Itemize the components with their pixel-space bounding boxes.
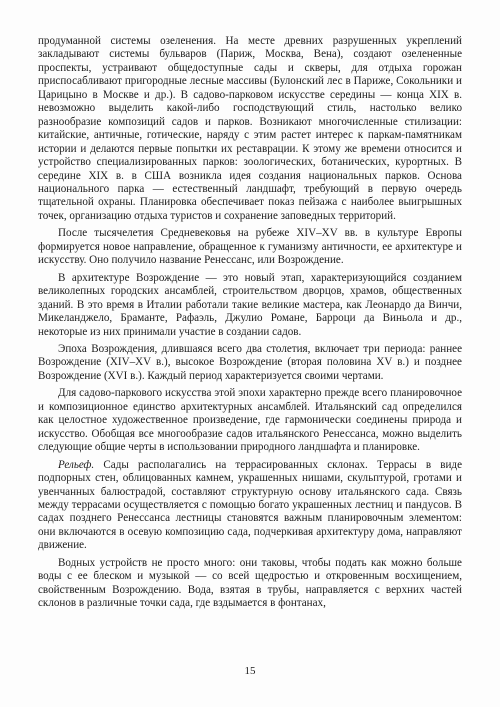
paragraph-text: Водных устройств не просто много: они таковы, чтобы подать как можно больше воды с ее блеском и музыкой — со всей щедростью и откровенным восхищением, свойственным Возрождению. Вода, взятая в трубы, направляется с верхних частей склонов в различные точки сада, где вздымается в фонтанах, (38, 556, 462, 610)
paragraph (38, 343, 462, 383)
page-body (38, 35, 462, 615)
paragraph-text: В архитектуре Возрождение — это новый этап, характеризующийся созданием великолепных городских ансамблей, строительством дворцов, храмов, общественных зданий. В это время в Италии работали такие великие мастера, как Леонардо да Винчи, Микеланджело, Браманте, Рафаэль, Джулио Романе, Барроци да Виньола и др., некоторые из них принимали участие в создании садов. (38, 271, 462, 338)
paragraph-text: Сады располагались на террасированных склонах. Террасы в виде подпорных стен, облицованных камнем, украшенных нишами, скульптурой, гротами и увенчанных балюстрадой, составляют структурную основу итальянского сада. Связь между террасами осуществляется с помощью богато украшенных лестниц и пандусов. В садах позднего Ренессанса лестницы становятся важным планировочным элементом: они включаются в осевую композицию сада, подчеркивая архитектуру дома, направляют движение. (38, 458, 462, 552)
paragraph-text: После тысячелетия Средневековья на рубеже XIV–XV вв. в культуре Европы формируется новое направление, обращенное к гуманизму античности, ее архитектуре и искусству. Оно получило название Ренессанс, или Возрождение. (38, 227, 462, 267)
paragraph (38, 35, 462, 223)
paragraph-text: продуманной системы озеленения. На месте древних разрушенных укреплений закладывают системы бульваров (Париж, Москва, Вена), создают озелененные проспекты, устраивают общедоступные сады и скверы, для отдыха горожан приспосабливают пригородные лесные массивы (Булонский лес в Париже, Сокольники и Царицыно в Москве и др.). В садово-парковом искусстве середины — конца XIX в. невозможно выделить какой-либо господствующий стиль, настолько велико разнообразие композиций садов и парков. Возникают многочисленные стилизации: китайские, античные, готические, наряду с этим растет интерес к паркам-памятникам истории и делаются первые попытки их реставрации. К этому же времени относится и устройство специализированных парков: зоологических, ботанических, курортных. В середине XIX в. в США возникла идея создания национальных парков. Основа национального парка — естественный ландшафт, требующий в первую очередь тщательной охраны. Планировка обеспечивает показ пейзажа с наиболее выигрышных точек, организацию отдыха туристов и сохранение заповедных территорий. (38, 35, 462, 222)
paragraph (38, 557, 462, 611)
page-number: 15 (244, 665, 256, 677)
paragraph (38, 272, 462, 339)
paragraph (38, 459, 462, 553)
paragraph-text: Эпоха Возрождения, длившаяся всего два столетия, включает три периода: раннее Возрождение (XIV–XV в.), высокое Возрождение (вторая половина XV в.) и позднее Возрождение (XVI в.). Каждый период характеризуется своими чертами. (38, 342, 462, 382)
paragraph (38, 227, 462, 267)
paragraph-text: Для садово-паркового искусства этой эпохи характерно прежде всего планировочное и композиционное единство архитектурных ансамблей. Итальянский сад определился как целостное художественное произведение, где гармонически соединены природа и искусство. Обобщая все многообразие садов итальянского Ренессанса, можно выделить следующие общие черты в использовании природного ландшафта и планировке. (38, 387, 462, 454)
paragraph (38, 387, 462, 454)
paragraph-lead: Рельеф. (58, 458, 95, 471)
